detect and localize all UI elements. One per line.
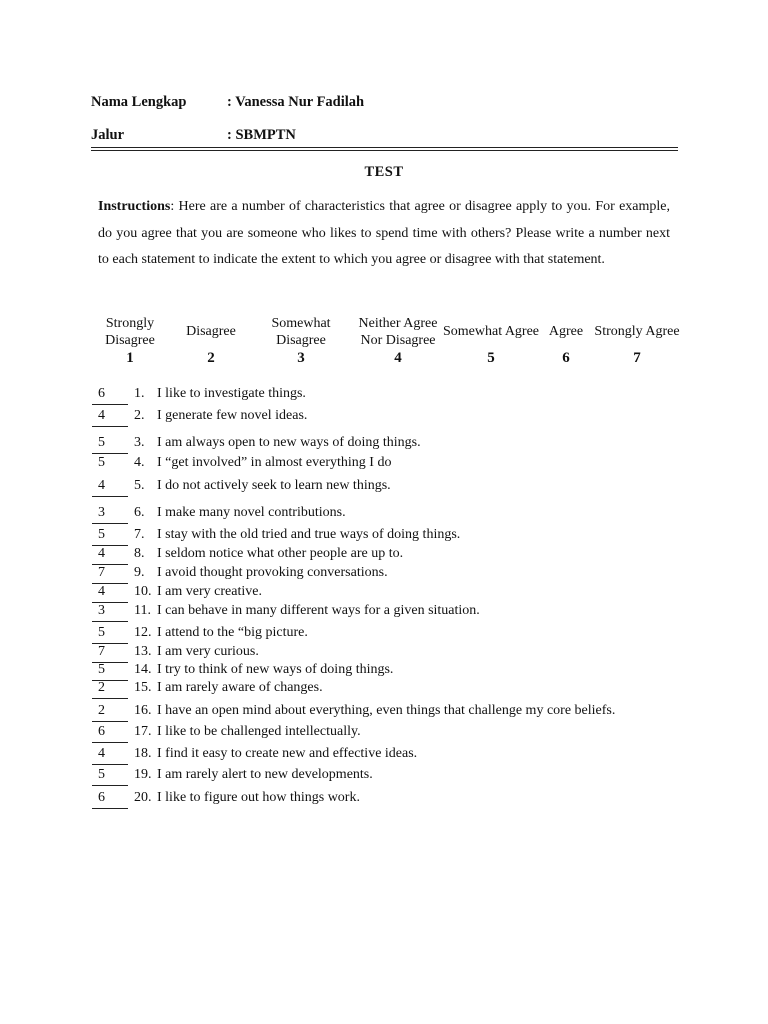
list-item — [0, 505, 768, 523]
statement-text: I make many novel contributions. — [157, 505, 346, 520]
answer-value: 7 — [98, 644, 105, 659]
list-item — [0, 408, 768, 426]
answer-blank[interactable] — [92, 767, 128, 784]
statement-text: I find it easy to create new and effective ideas. — [157, 746, 418, 761]
answer-value: 5 — [98, 455, 105, 470]
list-item — [0, 680, 768, 698]
statement-text: I like to figure out how things work. — [157, 790, 360, 805]
answer-blank[interactable] — [92, 408, 128, 425]
answer-blank[interactable] — [92, 584, 128, 601]
statement-number: 12. — [134, 625, 152, 640]
list-item — [0, 767, 768, 785]
answer-blank[interactable] — [92, 724, 128, 741]
statement-text: I do not actively seek to learn new things. — [157, 478, 391, 493]
answer-blank[interactable] — [92, 435, 128, 452]
answer-underline — [92, 785, 128, 786]
answer-underline — [92, 453, 128, 454]
name-label: Nama Lengkap — [91, 94, 187, 110]
statement-number: 11. — [134, 603, 151, 618]
list-item — [0, 386, 768, 404]
statement-number: 7. — [134, 527, 145, 542]
list-item — [0, 527, 768, 545]
statement-text: I can behave in many different ways for a given situation. — [157, 603, 480, 618]
answer-blank[interactable] — [92, 478, 128, 495]
scale-option-value: 5 — [487, 350, 495, 366]
scale-option-value: 4 — [394, 350, 402, 366]
statement-number: 13. — [134, 644, 152, 659]
statement-number: 20. — [134, 790, 152, 805]
scale-option-label: Somewhat Agree — [442, 324, 540, 340]
scale-option-label: Agree — [548, 324, 584, 340]
answer-value: 6 — [98, 724, 105, 739]
instructions-body: : Here are a number of characteristics that agree or disagree apply to you. For example, do you agree that you are someone who likes to spend time with others? Please write a number next to each statement to indicate the extent to which you agree or disagree with that statement. — [98, 199, 670, 267]
statement-text: I attend to the “big picture. — [157, 625, 308, 640]
answer-blank[interactable] — [92, 603, 128, 620]
scale-option-value: 2 — [207, 350, 215, 366]
answer-value: 5 — [98, 767, 105, 782]
list-item — [0, 546, 768, 564]
answer-value: 2 — [98, 680, 105, 695]
instructions-lead: Instructions — [98, 199, 171, 214]
answer-blank[interactable] — [92, 505, 128, 522]
statement-text: I am always open to new ways of doing things. — [157, 435, 421, 450]
statement-number: 16. — [134, 703, 152, 718]
answer-value: 4 — [98, 408, 105, 423]
scale-option-label: Strongly Disagree — [105, 315, 155, 348]
answer-blank[interactable] — [92, 662, 128, 679]
scale-option-label: Somewhat Disagree — [271, 315, 331, 348]
statement-number: 9. — [134, 565, 145, 580]
list-item — [0, 662, 768, 680]
answer-blank[interactable] — [92, 625, 128, 642]
list-item — [0, 790, 768, 808]
list-item — [0, 478, 768, 496]
answer-blank[interactable] — [92, 703, 128, 720]
statement-number: 6. — [134, 505, 145, 520]
statement-number: 10. — [134, 584, 152, 599]
answer-value: 4 — [98, 746, 105, 761]
list-item — [0, 584, 768, 602]
statement-text: I am very curious. — [157, 644, 259, 659]
statement-text: I avoid thought provoking conversations. — [157, 565, 388, 580]
list-item — [0, 746, 768, 764]
answer-value: 4 — [98, 478, 105, 493]
statement-text: I am rarely alert to new developments. — [157, 767, 373, 782]
scale-option-value: 7 — [633, 350, 641, 366]
answer-value: 5 — [98, 435, 105, 450]
answer-value: 5 — [98, 527, 105, 542]
answer-underline — [92, 404, 128, 405]
answer-underline — [92, 742, 128, 743]
statement-text: I generate few novel ideas. — [157, 408, 308, 423]
track-label: Jalur — [91, 127, 125, 143]
answer-blank[interactable] — [92, 644, 128, 661]
statement-number: 8. — [134, 546, 145, 561]
statement-number: 19. — [134, 767, 152, 782]
answer-underline — [92, 523, 128, 524]
answer-value: 3 — [98, 603, 105, 618]
answer-value: 7 — [98, 565, 105, 580]
scale-option-value: 1 — [126, 350, 134, 366]
statement-number: 4. — [134, 455, 145, 470]
answer-underline — [92, 496, 128, 497]
list-item — [0, 455, 768, 473]
answer-blank[interactable] — [92, 386, 128, 403]
name-value: : Vanessa Nur Fadilah — [227, 94, 365, 110]
statement-text: I am rarely aware of changes. — [157, 680, 323, 695]
statement-number: 15. — [134, 680, 152, 695]
statement-text: I have an open mind about everything, even things that challenge my core beliefs. — [157, 703, 616, 718]
answer-value: 2 — [98, 703, 105, 718]
scale-option-value: 6 — [562, 350, 570, 366]
answer-blank[interactable] — [92, 565, 128, 582]
list-item — [0, 703, 768, 721]
statement-number: 18. — [134, 746, 152, 761]
answer-blank[interactable] — [92, 546, 128, 563]
statement-text: I like to investigate things. — [157, 386, 306, 401]
scale-option-label: Disagree — [186, 324, 236, 340]
statement-text: I stay with the old tried and true ways of doing things. — [157, 527, 461, 542]
answer-blank[interactable] — [92, 680, 128, 697]
statement-text: I try to think of new ways of doing things. — [157, 662, 394, 677]
statement-text: I like to be challenged intellectually. — [157, 724, 361, 739]
list-item — [0, 644, 768, 662]
answer-value: 4 — [98, 584, 105, 599]
answer-underline — [92, 721, 128, 722]
answer-underline — [92, 621, 128, 622]
list-item — [0, 565, 768, 583]
scale-option-value: 3 — [297, 350, 305, 366]
answer-value: 6 — [98, 386, 105, 401]
answer-blank[interactable] — [92, 790, 128, 807]
list-item — [0, 724, 768, 742]
list-item — [0, 603, 768, 621]
answer-underline — [92, 808, 128, 809]
list-item — [0, 625, 768, 643]
statement-text: I seldom notice what other people are up to. — [157, 546, 404, 561]
answer-value: 5 — [98, 662, 105, 677]
statement-number: 5. — [134, 478, 145, 493]
answer-underline — [92, 698, 128, 699]
answer-value: 5 — [98, 625, 105, 640]
answer-blank[interactable] — [92, 455, 128, 472]
statement-number: 17. — [134, 724, 152, 739]
answer-underline — [92, 426, 128, 427]
statement-number: 14. — [134, 662, 152, 677]
statement-text: I “get involved” in almost everything I do — [157, 455, 392, 470]
statement-number: 2. — [134, 408, 145, 423]
answer-blank[interactable] — [92, 527, 128, 544]
answer-value: 4 — [98, 546, 105, 561]
test-title: TEST — [364, 164, 404, 180]
answer-value: 3 — [98, 505, 105, 520]
answer-underline — [92, 764, 128, 765]
track-value: : SBMPTN — [227, 127, 296, 143]
answer-blank[interactable] — [92, 746, 128, 763]
statement-text: I am very creative. — [157, 584, 262, 599]
statement-number: 1. — [134, 386, 145, 401]
list-item — [0, 435, 768, 453]
scale-option-label: Strongly Agree — [594, 324, 680, 340]
statement-number: 3. — [134, 435, 145, 450]
answer-value: 6 — [98, 790, 105, 805]
scale-option-label: Neither Agree Nor Disagree — [358, 315, 438, 348]
